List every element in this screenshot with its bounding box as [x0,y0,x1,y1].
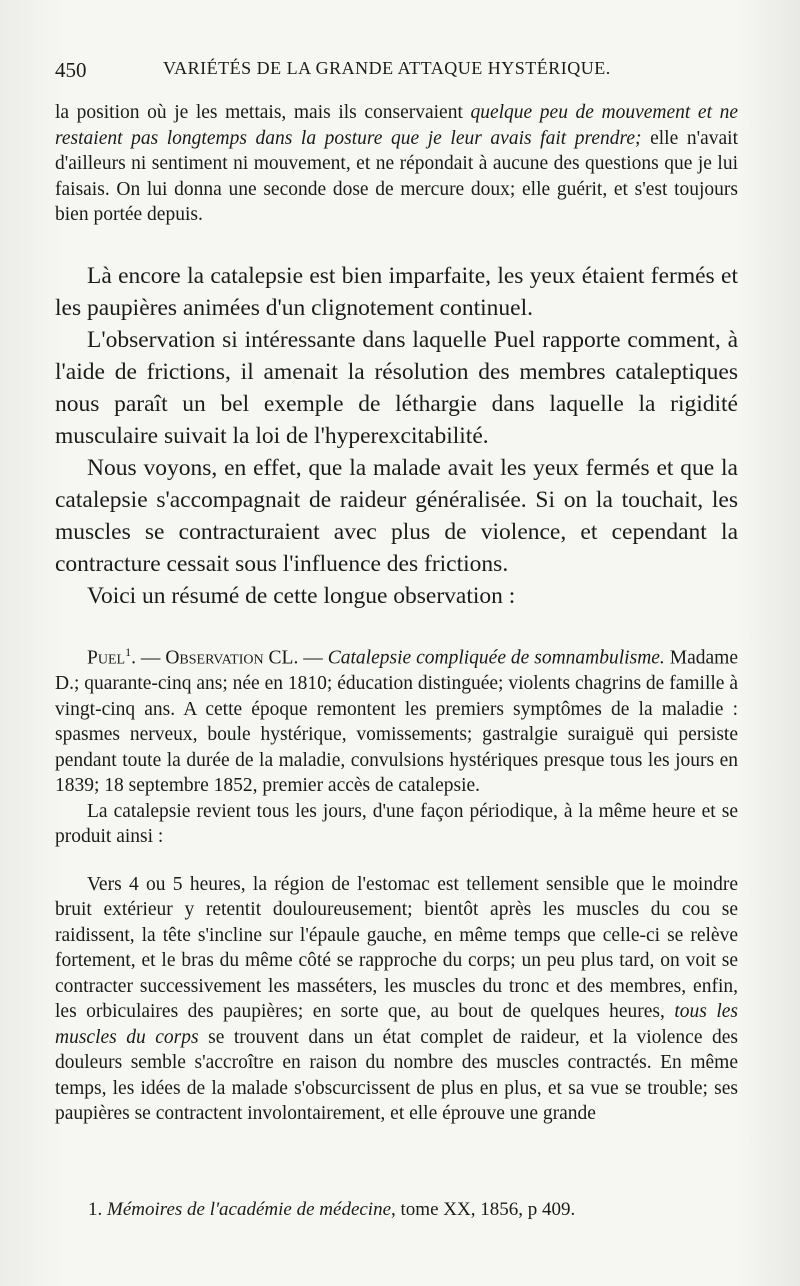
observation-text: Vers 4 ou 5 heures, la région de l'estomac est tellement sensible que le moindre bruit extérieur y retentit douloureusement; bientôt après les muscles du cou se raidissent, la tête s'incline sur l'épaule gauche, en même temps que celle-ci se relève fortement, et le bras du même côté se rapproche du corps; un peu plus tard, on voit se contracter successivement les masséters, les muscles du tronc et des membres, enfin, les orbiculaires des paupières; en sorte que, au bout de quelques heures, [55,873,738,1022]
observation-text: Madame D.; quarante-cinq ans; née en 1810; éducation distinguée; violents chagrins de famille à vingt-cinq ans. A cette époque remontent les premiers symptômes de la maladie : spasmes nerveux, boule hystérique, vomissements; gastralgie suraiguë qui persiste pendant toute la durée de la maladie, convulsions hystériques presque tous les jours en 1839; 18 septembre 1852, premier accès de catalepsie. [55,647,738,796]
running-title: VARIÉTÉS DE LA GRANDE ATTAQUE HYSTÉRIQUE. [163,58,611,78]
main-paragraph: Là encore la catalepsie est bien imparfaite, les yeux étaient fermés et les paupières animées d'un clignotement continuel. [55,263,738,321]
page-header [55,58,740,88]
observation-author: Puel [87,647,126,669]
footnote-number: 1. [88,1199,103,1220]
observation [55,640,738,1127]
footnote [88,1198,738,1222]
observation-paragraph: La catalepsie revient tous les jours, d'une façon périodique, à la même heure et se produit ainsi : [55,800,738,847]
continuation-text-end: elle n'avait d'ailleurs ni sentiment ni mouvement, et ne répondait à aucune des questions que je lui faisais. On lui donna une seconde dose de mercure doux; elle guérit, et s'est toujours bien portée depuis. [55,127,738,225]
footnote-mark: 1 [125,645,132,659]
main-paragraph: L'observation si intéressante dans laquelle Puel rapporte comment, à l'aide de frictions, il amenait la résolution des membres cataleptiques nous paraît un bel exemple de léthargie dans laquelle la rigidité musculaire suivait la loi de l'hyperexcitabilité. [55,327,738,449]
main-text [55,260,738,612]
main-paragraph: Voici un résumé de cette longue observation : [87,583,516,609]
continuation-italic: quelque peu de mouvement et ne restaient pas longtemps dans la posture que je leur avais fait prendre; [55,102,738,149]
footnote-details: , tome XX, 1856, p 409. [391,1199,576,1220]
observation-title: Catalepsie compliquée de somnambulisme. [327,647,665,669]
main-paragraph: Nous voyons, en effet, que la malade avait les yeux fermés et que la catalepsie s'accompagnait de raideur généralisée. Si on la touchait, les muscles se contracturaient avec plus de violence, et cependant la contracture cessait sous l'influence des frictions. [55,455,738,577]
footnote-source: Mémoires de l'académie de médecine [107,1199,392,1220]
observation-text: se trouvent dans un état complet de raideur, et la violence des douleurs semble s'accroître en raison du nombre des muscles contractés. En même temps, les idées de la malade s'obscurcissent de plus en plus, et sa vue se trouble; ses paupières se contractent involontairement, et elle éprouve une grande [55,1026,738,1124]
observation-label: . — Observation CL. — [131,647,328,669]
continuation-paragraph [55,100,738,228]
page-number: 450 [55,58,87,82]
continuation-text: la position où je les mettais, mais ils conservaient [55,102,471,123]
observation-italic: tous les muscles du corps [55,1001,738,1048]
